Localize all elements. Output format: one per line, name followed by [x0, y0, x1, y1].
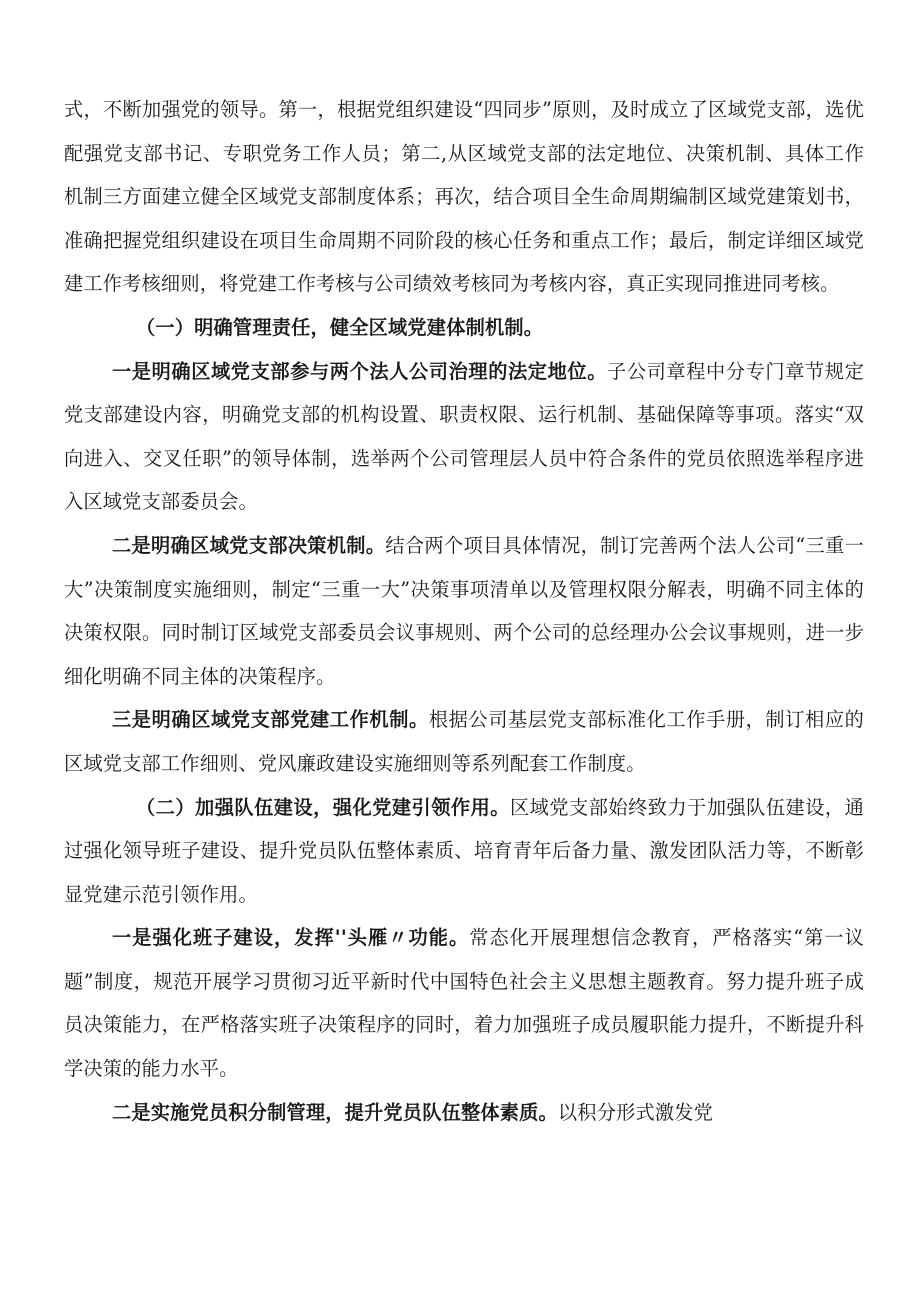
section-heading-2: [64, 786, 864, 917]
document-page: [64, 88, 864, 1134]
paragraph-points-management: [64, 1091, 864, 1135]
paragraph-text: 常态化开展理想信念教育，严格落实“第一议题”制度，规范开展学习贯彻习近平新时代中国特色社会主义思想主题教育。努力提升班子成员决策能力，在严格落实班子决策程序的同时，着力加强班子成员履职能力提升，不断提升科学决策的能力水平。: [64, 926, 864, 1081]
paragraph-decision-mechanism: [64, 524, 864, 698]
paragraph-continuation: [64, 88, 864, 306]
paragraph-text: 结合两个项目具体情况，制订完善两个法人公司“三重一大”决策制度实施细则，制定“三重一大”决策事项清单以及管理权限分解表，明确不同主体的决策权限。同时制订区域党支部委员会议事规则、两个公司的总经理办公会议事规则，进一步细化明确不同主体的决策程序。: [64, 533, 864, 688]
paragraph-text: 区域党支部始终致力于加强队伍建设，通过强化领导班子建设、提升党员队伍整体素质、培育青年后备力量、激发团队活力等，不断彰显党建示范引领作用。: [64, 795, 864, 906]
paragraph-legal-status: [64, 350, 864, 524]
paragraph-text: 子公司章程中分专门章节规定党支部建设内容，明确党支部的机构设置、职责权限、运行机制、基础保障等事项。落实“双向进入、交叉任职”的领导体制，选举两个公司管理层人员中符合条件的党员依照选举程序进入区域党支部委员会。: [64, 359, 865, 514]
paragraph-work-mechanism: [64, 698, 864, 785]
paragraph-team-building: [64, 916, 864, 1090]
paragraph-text: 以积分形式激发党: [557, 1100, 714, 1124]
paragraph-lead: 一是明确区域党支部参与两个法人公司治理的法定地位。: [112, 359, 608, 383]
section-heading-text: （二）加强队伍建设，强化党建引领作用。: [136, 795, 510, 819]
section-heading-1: [64, 306, 864, 350]
paragraph-lead: 一是强化班子建设，发挥''头雁〃功能。: [112, 926, 470, 950]
paragraph-text: 式，不断加强党的领导。第一，根据党组织建设“四同步”原则，及时成立了区域党支部，选优配强党支部书记、专职党务工作人员；第二,从区域党支部的法定地位、决策机制、具体工作机制三方面建立健全区域党支部制度体系；再次，结合项目全生命周期编制区域党建策划书，准确把握党组织建设在项目生命周期不同阶段的核心任务和重点工作；最后，制定详细区域党建工作考核细则，将党建工作考核与公司绩效考核同为考核内容，真正实现同推进同考核。: [64, 98, 864, 296]
paragraph-lead: 三是明确区域党支部党建工作机制。: [112, 708, 429, 732]
paragraph-lead: 二是明确区域党支部决策机制。: [112, 533, 386, 557]
section-heading-text: （一）明确管理责任，健全区域党建体制机制。: [136, 315, 544, 339]
paragraph-lead: 二是实施党员积分制管理，提升党员队伍整体素质。: [112, 1100, 558, 1124]
paragraph-text: 根据公司基层党支部标准化工作手册，制订相应的区域党支部工作细则、党风廉政建设实施细则等系列配套工作制度。: [64, 708, 865, 775]
